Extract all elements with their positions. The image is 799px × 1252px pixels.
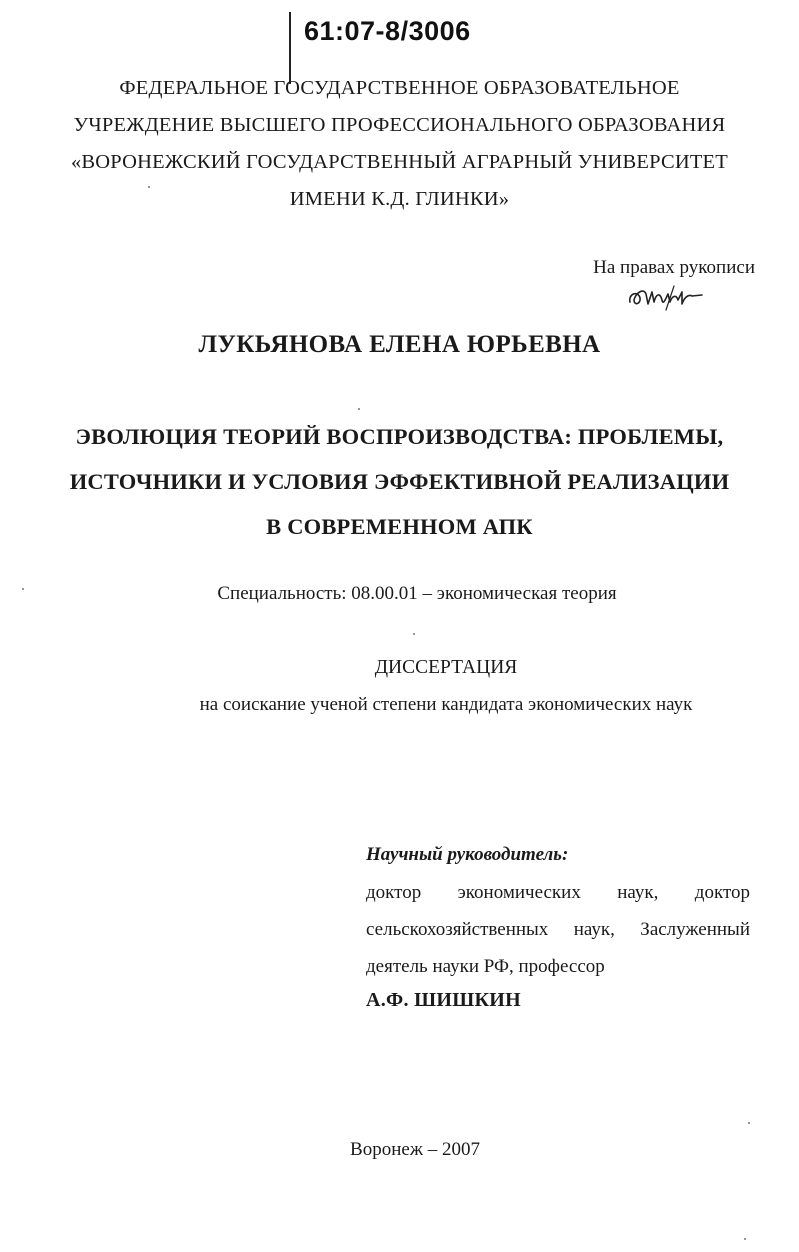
thesis-title-line: ЭВОЛЮЦИЯ ТЕОРИЙ ВОСПРОИЗВОДСТВА: ПРОБЛЕМЫ, <box>75 424 724 449</box>
scan-speck <box>744 1238 746 1240</box>
supervisor-label: Научный руководитель: <box>366 844 569 865</box>
manuscript-rights: На правах рукописи <box>593 257 755 278</box>
institution-line: «ВОРОНЕЖСКИЙ ГОСУДАРСТВЕННЫЙ АГРАРНЫЙ УНИВЕРСИТЕТ <box>70 151 728 173</box>
specialty: Специальность: 08.00.01 – экономическая теория <box>217 583 617 604</box>
scan-speck <box>358 408 360 410</box>
document-type: ДИССЕРТАЦИЯ <box>374 657 518 678</box>
supervisor-block <box>366 844 750 1012</box>
scan-speck <box>148 186 150 188</box>
catalog-code: 61:07-8/3006 <box>304 16 471 46</box>
institution-line: ФЕДЕРАЛЬНОЕ ГОСУДАРСТВЕННОЕ ОБРАЗОВАТЕЛЬНОЕ <box>119 77 680 99</box>
thesis-title <box>0 414 799 549</box>
supervisor-credentials: доктор экономических наук, доктор сельскохозяйственных наук, Заслуженный деятель науки РФ, профессор <box>366 882 750 977</box>
scan-speck <box>22 588 24 590</box>
institution-line: УЧРЕЖДЕНИЕ ВЫСШЕГО ПРОФЕССИОНАЛЬНОГО ОБРАЗОВАНИЯ <box>73 114 726 136</box>
city-year: Воронеж – 2007 <box>350 1139 480 1160</box>
supervisor-name: А.Ф. ШИШКИН <box>366 989 522 1011</box>
thesis-title-line: В СОВРЕМЕННОМ АПК <box>266 514 533 539</box>
thesis-title-line: ИСТОЧНИКИ И УСЛОВИЯ ЭФФЕКТИВНОЙ РЕАЛИЗАЦИИ <box>69 469 730 494</box>
scan-speck <box>748 1122 750 1124</box>
author-name: ЛУКЬЯНОВА ЕЛЕНА ЮРЬЕВНА <box>198 331 601 358</box>
degree-statement: на соискание ученой степени кандидата экономических наук <box>199 694 693 715</box>
institution-line: ИМЕНИ К.Д. ГЛИНКИ» <box>289 188 510 210</box>
scan-speck <box>413 633 415 635</box>
handwritten-signature <box>626 280 706 312</box>
institution-name <box>0 70 799 218</box>
